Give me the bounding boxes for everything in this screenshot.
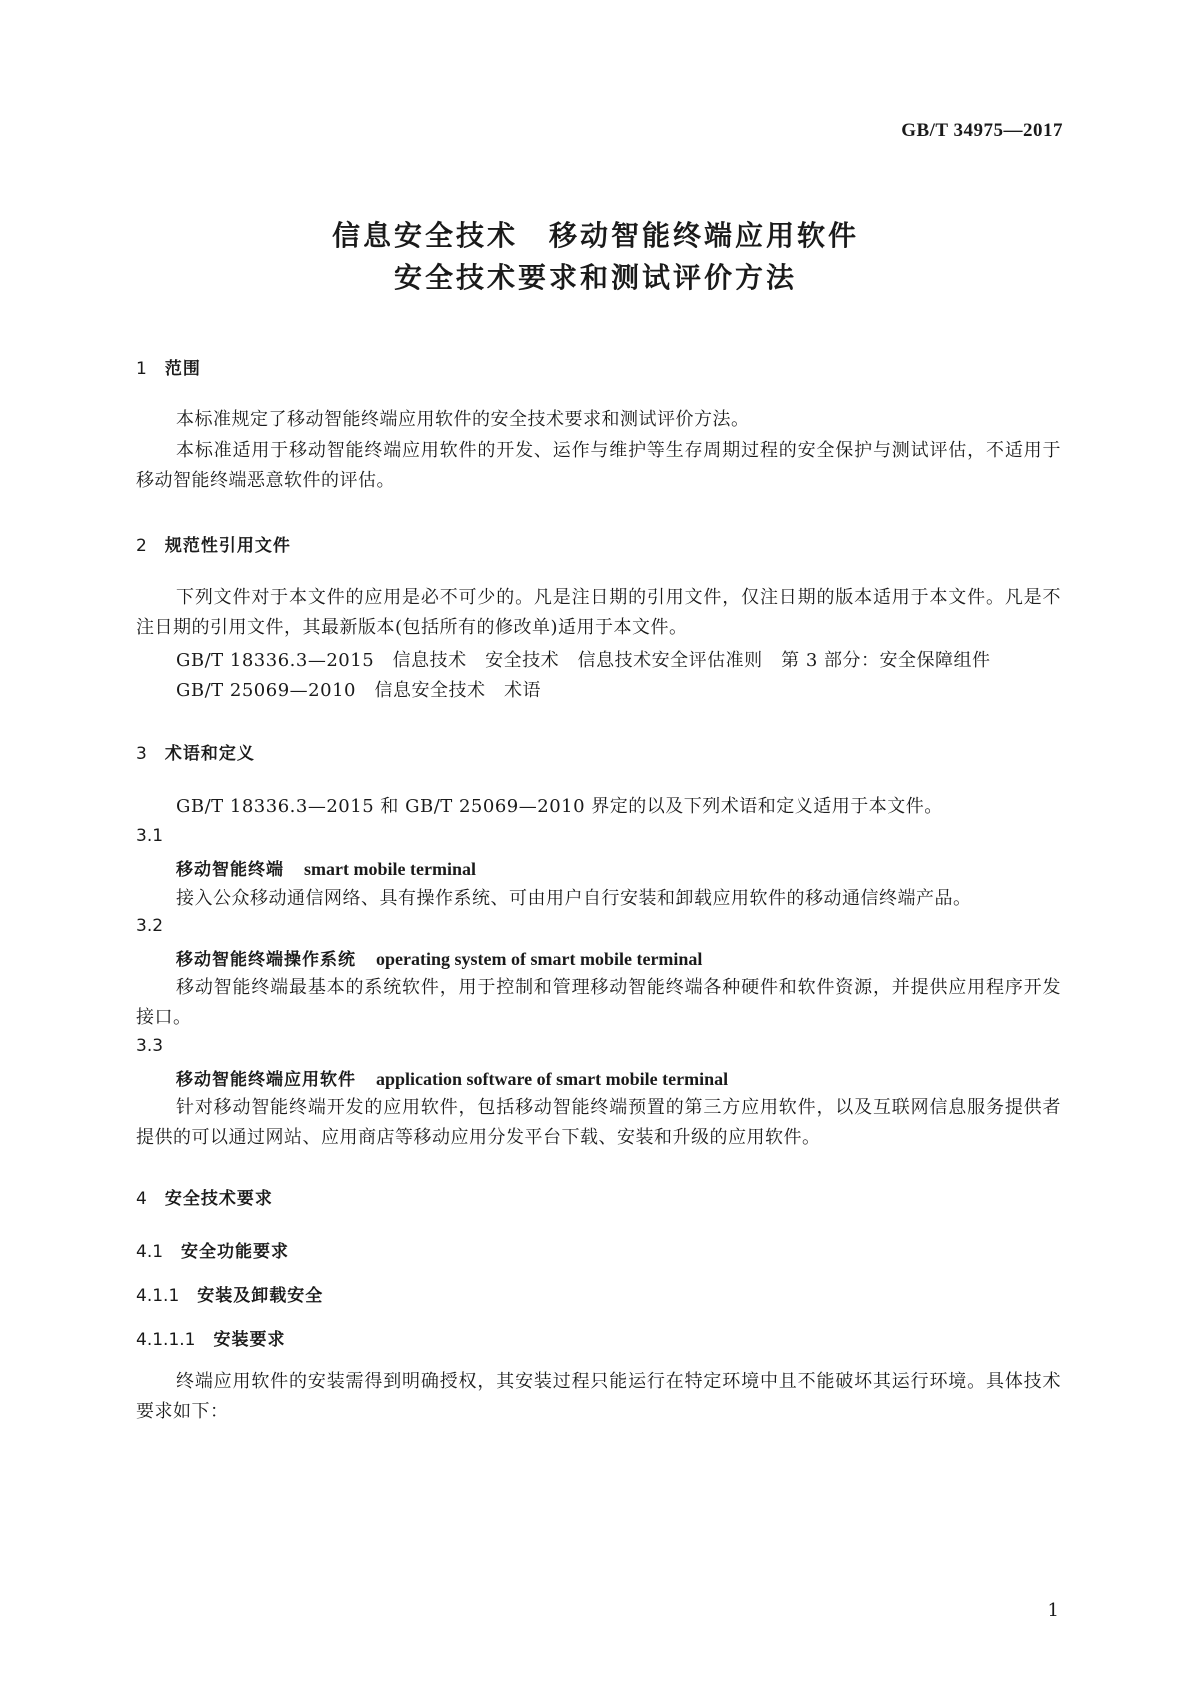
section-1-paragraph-2: 本标准适用于移动智能终端应用软件的开发、运作与维护等生存周期过程的安全保护与测试评估，不适用于移动智能终端恶意软件的评估。 (136, 440, 1061, 491)
section-number: 3 (136, 744, 147, 764)
section-3-heading (136, 739, 255, 764)
document-title-line1: 信息安全技术 移动智能终端应用软件 (331, 219, 859, 252)
term-name (176, 945, 702, 970)
term-name (176, 855, 476, 880)
section-number: 4.1.1.1 (136, 1330, 196, 1350)
section-title: 安全功能要求 (181, 1242, 290, 1262)
normative-reference-2: GB/T 25069—2010 信息安全技术 术语 (176, 680, 541, 701)
section-2-paragraph-1: 下列文件对于本文件的应用是必不可少的。凡是注日期的引用文件，仅注日期的版本适用于本文件。凡是不注日期的引用文件，其最新版本(包括所有的修改单)适用于本文件。 (136, 587, 1061, 638)
section-title: 安装及卸载安全 (197, 1286, 324, 1306)
term-definition: 针对移动智能终端开发的应用软件，包括移动智能终端预置的第三方应用软件，以及互联网信息服务提供者提供的可以通过网站、应用商店等移动应用分发平台下载、安装和升级的应用软件。 (136, 1097, 1061, 1148)
section-1-heading (136, 354, 201, 379)
term-definition: 接入公众移动通信网络、具有操作系统、可由用户自行安装和卸载应用软件的移动通信终端产品。 (176, 888, 972, 909)
page-number: 1 (1047, 1600, 1059, 1621)
document-title-line2: 安全技术要求和测试评价方法 (393, 261, 797, 294)
term-number: 3.1 (136, 826, 164, 846)
section-4-heading (136, 1184, 273, 1209)
section-4-1-1-1-paragraph: 终端应用软件的安装需得到明确授权，其安装过程只能运行在特定环境中且不能破坏其运行环境。具体技术要求如下： (136, 1371, 1061, 1422)
normative-reference-1: GB/T 18336.3—2015 信息技术 安全技术 信息技术安全评估准则 第 3 部分：安全保障组件 (176, 650, 991, 671)
section-1-paragraph-1: 本标准规定了移动智能终端应用软件的安全技术要求和测试评价方法。 (176, 409, 750, 430)
section-4-1-1-heading (136, 1281, 323, 1306)
term-name-en: smart mobile terminal (304, 859, 476, 879)
term-name-zh: 移动智能终端操作系统 (176, 950, 356, 970)
term-name (176, 1065, 728, 1090)
section-number: 4.1.1 (136, 1286, 180, 1306)
term-number: 3.2 (136, 916, 164, 936)
section-title: 安装要求 (213, 1330, 286, 1350)
section-title: 规范性引用文件 (164, 536, 291, 556)
standard-code: GB/T 34975—2017 (901, 120, 1063, 141)
section-title: 安全技术要求 (164, 1189, 273, 1209)
section-4-1-heading (136, 1237, 289, 1262)
section-2-heading (136, 531, 291, 556)
section-3-intro: GB/T 18336.3—2015 和 GB/T 25069—2010 界定的以及下列术语和定义适用于本文件。 (176, 796, 943, 817)
section-number: 4.1 (136, 1242, 164, 1262)
term-name-zh: 移动智能终端 (176, 860, 284, 880)
term-name-en: application software of smart mobile terminal (376, 1069, 729, 1089)
section-title: 范围 (164, 359, 201, 379)
section-number: 1 (136, 359, 147, 379)
term-definition: 移动智能终端最基本的系统软件，用于控制和管理移动智能终端各种硬件和软件资源，并提供应用程序开发接口。 (136, 977, 1061, 1028)
term-name-en: operating system of smart mobile terminal (376, 949, 703, 969)
section-4-1-1-1-heading (136, 1325, 285, 1350)
section-number: 4 (136, 1189, 147, 1209)
term-name-zh: 移动智能终端应用软件 (176, 1070, 356, 1090)
section-title: 术语和定义 (164, 744, 255, 764)
section-number: 2 (136, 536, 147, 556)
term-number: 3.3 (136, 1036, 164, 1056)
